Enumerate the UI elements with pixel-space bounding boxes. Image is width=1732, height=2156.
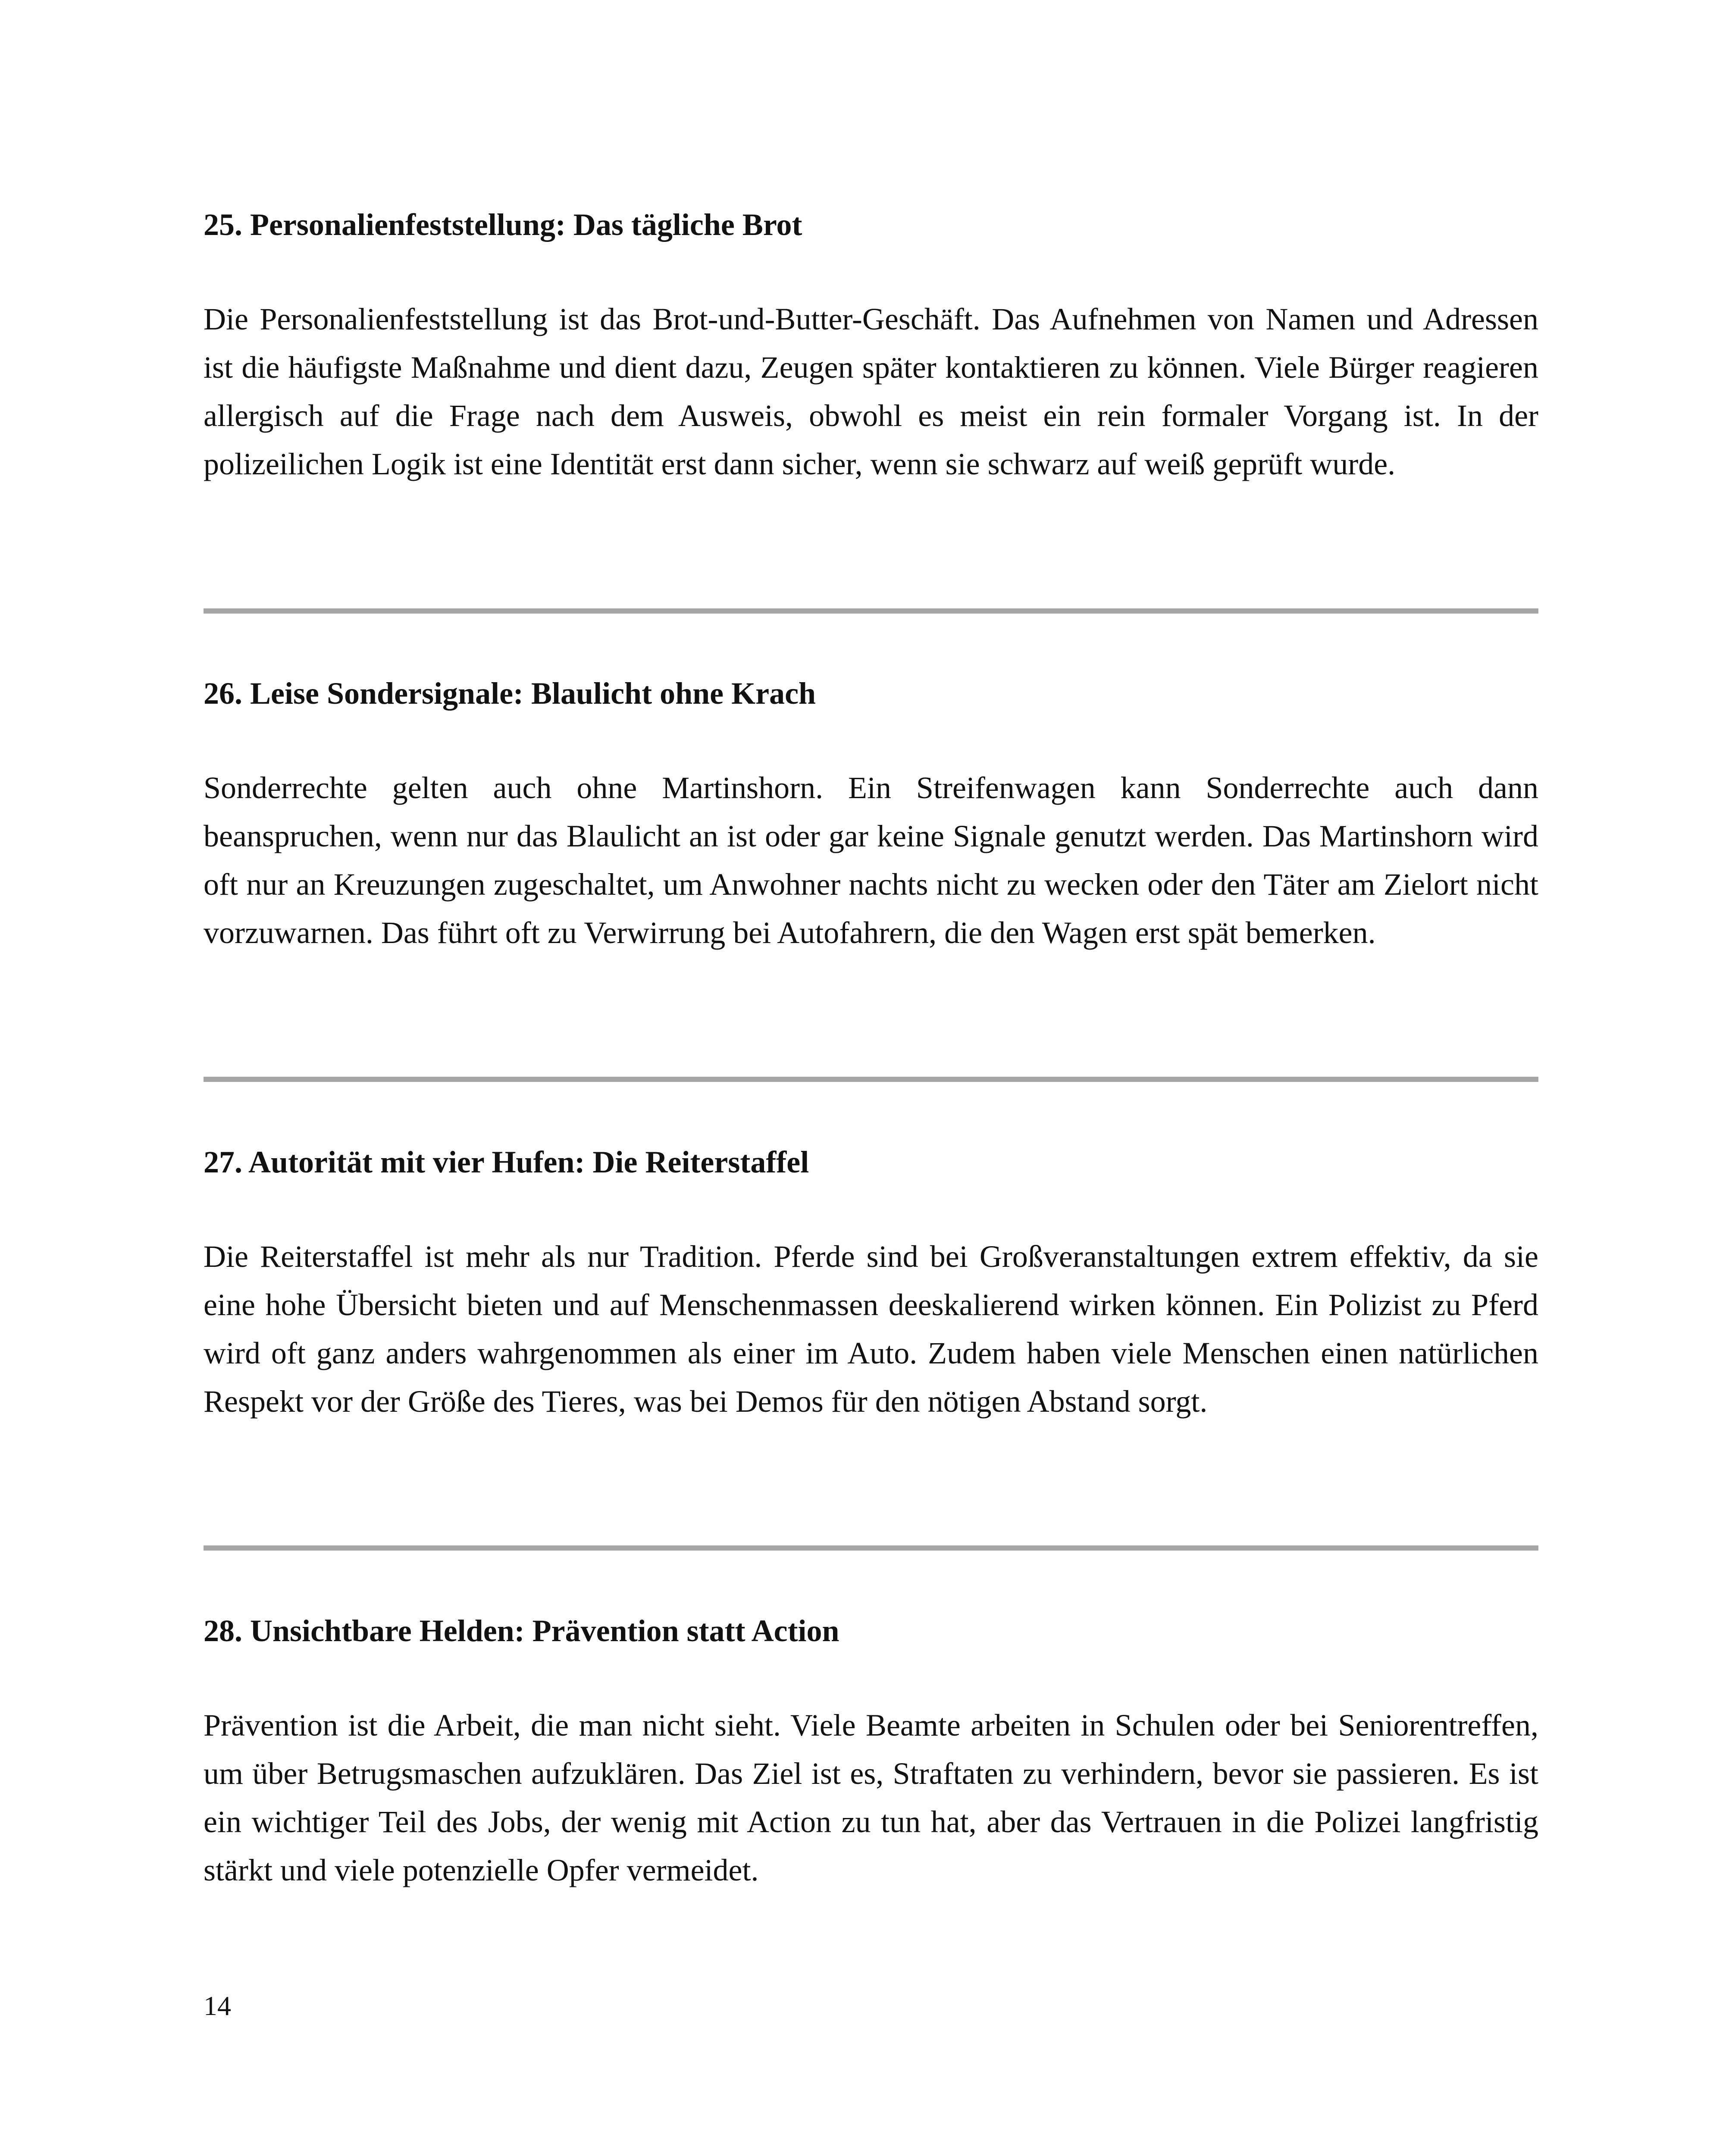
section-body: Sonderrechte gelten auch ohne Martinshorn. Ein Streifenwagen kann Sonderrechte auch dann beanspruchen, wenn nur das Blaulicht an ist oder gar keine Signale genutzt werden. Das Martinshorn wird oft nur an Kreuzungen zugeschaltet, um Anwohner nachts nicht zu wecken oder den Täter am Zielort nicht vorzuwarnen. Das führt oft zu Verwirrung bei Autofahrern, die den Wagen erst spät bemerken. [204,771,1538,950]
section-body: Prävention ist die Arbeit, die man nicht sieht. Viele Beamte arbeiten in Schulen oder bei Seniorentreffen, um über Betrugsmaschen aufzuklären. Das Ziel ist es, Straftaten zu verhindern, bevor sie passieren. Es ist ein wichtiger Teil des Jobs, der wenig mit Action zu tun hat, aber das Vertrauen in die Polizei langfristig stärkt und viele potenzielle Opfer vermeidet. [204,1708,1538,1887]
section-heading: 25. Personalienfeststellung: Das tägliche Brot [204,207,802,242]
section-divider [204,1077,1538,1082]
section-28 [204,1611,1538,1894]
section-25 [204,205,1538,488]
section-26 [204,674,1538,957]
section-heading: 28. Unsichtbare Helden: Prävention statt Action [204,1614,839,1648]
section-divider [204,1545,1538,1551]
section-body: Die Personalienfeststellung ist das Brot-und-Butter-Geschäft. Das Aufnehmen von Namen und Adressen ist die häufigste Maßnahme und dient dazu, Zeugen später kontaktieren zu können. Viele Bürger reagieren allergisch auf die Frage nach dem Ausweis, obwohl es meist ein rein formaler Vorgang ist. In der polizeilichen Logik ist eine Identität erst dann sicher, wenn sie schwarz auf weiß geprüft wurde. [204,302,1538,481]
section-heading: 26. Leise Sondersignale: Blaulicht ohne Krach [204,676,816,711]
section-heading: 27. Autorität mit vier Hufen: Die Reiterstaffel [204,1145,809,1179]
section-divider [204,608,1538,614]
section-27 [204,1143,1538,1426]
page-number: 14 [204,1990,231,2021]
section-body: Die Reiterstaffel ist mehr als nur Tradition. Pferde sind bei Großveranstaltungen extrem effektiv, da sie eine hohe Übersicht bieten und auf Menschenmassen deeskalierend wirken können. Ein Polizist zu Pferd wird oft ganz anders wahrgenommen als einer im Auto. Zudem haben viele Menschen einen natürlichen Respekt vor der Größe des Tieres, was bei Demos für den nötigen Abstand sorgt. [204,1239,1538,1419]
